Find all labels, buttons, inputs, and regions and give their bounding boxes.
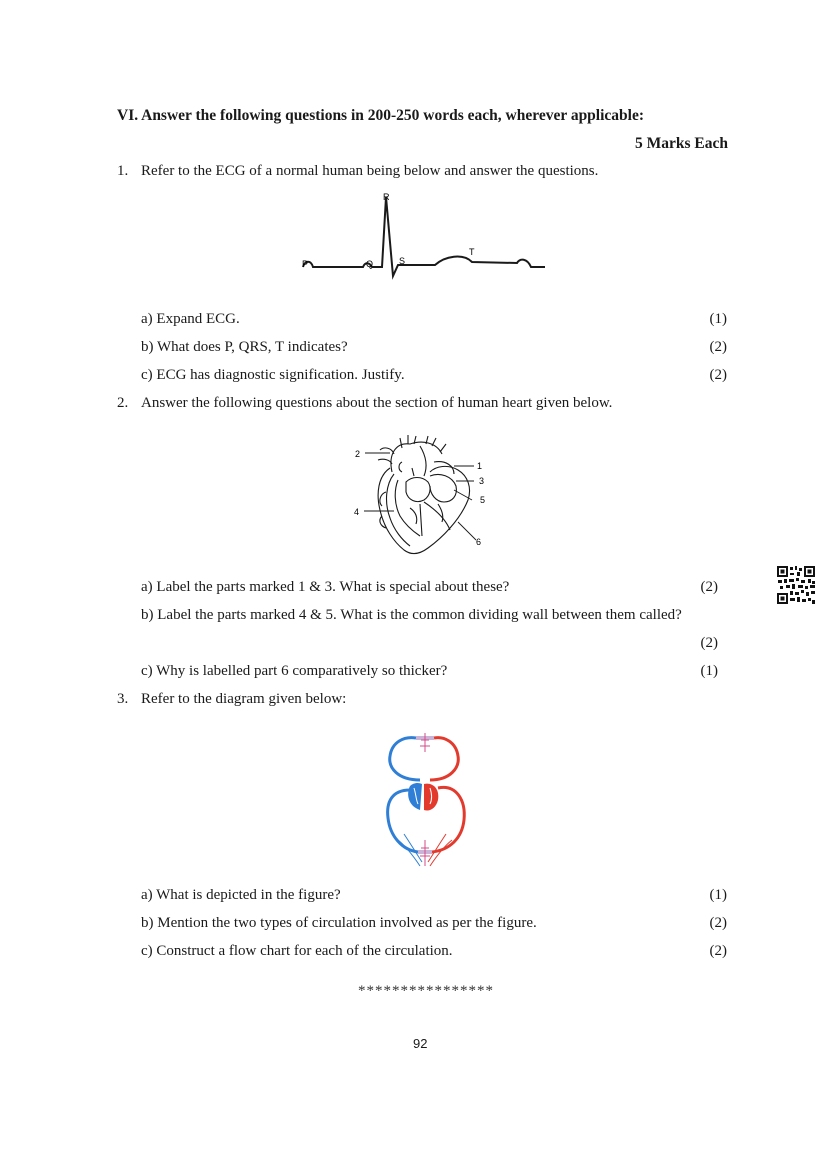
question-2-sub-c: c) Why is labelled part 6 comparatively so thicker? — [141, 663, 448, 679]
question-2-text: Answer the following questions about the section of human heart given below. — [141, 395, 613, 411]
ecg-label-t: T — [469, 247, 475, 257]
heart-label-1: 1 — [477, 461, 483, 471]
ecg-label-r: R — [383, 192, 390, 202]
ecg-trace — [303, 197, 545, 276]
question-3-number: 3. — [117, 691, 129, 707]
ecg-label-p: P — [302, 259, 309, 269]
heart-label-3: 3 — [479, 476, 485, 486]
end-separator: **************** — [358, 983, 494, 999]
page-number: 92 — [413, 1036, 428, 1051]
question-1-number: 1. — [117, 163, 129, 179]
heart-label-6: 6 — [476, 537, 482, 547]
heart-label-5: 5 — [480, 495, 486, 505]
question-2-mark-c: (1) — [700, 663, 718, 679]
question-3-mark-c: (2) — [709, 943, 727, 959]
question-1-sub-c: c) ECG has diagnostic signification. Justify. — [141, 367, 405, 383]
question-2-sub-b: b) Label the parts marked 4 & 5. What is the common dividing wall between them called? — [141, 607, 682, 623]
question-2-sub-a: a) Label the parts marked 1 & 3. What is special about these? — [141, 579, 510, 595]
question-1-sub-b: b) What does P, QRS, T indicates? — [141, 339, 348, 355]
question-3-mark-b: (2) — [709, 915, 727, 931]
question-1-mark-c: (2) — [709, 367, 727, 383]
question-3-sub-b: b) Mention the two types of circulation involved as per the figure. — [141, 915, 537, 931]
question-2-number: 2. — [117, 395, 129, 411]
question-2-mark-a: (2) — [700, 579, 718, 595]
ecg-label-s: S — [399, 256, 406, 266]
question-3-text: Refer to the diagram given below: — [141, 691, 347, 707]
qr-code — [776, 565, 816, 605]
question-1-mark-a: (1) — [709, 311, 727, 327]
ecg-figure — [295, 188, 555, 288]
circulation-figure — [380, 728, 470, 874]
question-3-mark-a: (1) — [709, 887, 727, 903]
heart-section-figure — [350, 432, 500, 560]
question-1-mark-b: (2) — [709, 339, 727, 355]
question-2-mark-b: (2) — [700, 635, 718, 651]
question-1-sub-a: a) Expand ECG. — [141, 311, 240, 327]
heart-label-2: 2 — [355, 449, 361, 459]
question-1-text: Refer to the ECG of a normal human being below and answer the questions. — [141, 163, 599, 179]
question-3-sub-a: a) What is depicted in the figure? — [141, 887, 341, 903]
ecg-label-q: Q — [366, 259, 374, 269]
marks-note: 5 Marks Each — [635, 135, 728, 152]
question-3-sub-c: c) Construct a flow chart for each of the circulation. — [141, 943, 453, 959]
heart-label-4: 4 — [354, 507, 360, 517]
section-heading: VI. Answer the following questions in 200-250 words each, wherever applicable: — [117, 107, 645, 124]
